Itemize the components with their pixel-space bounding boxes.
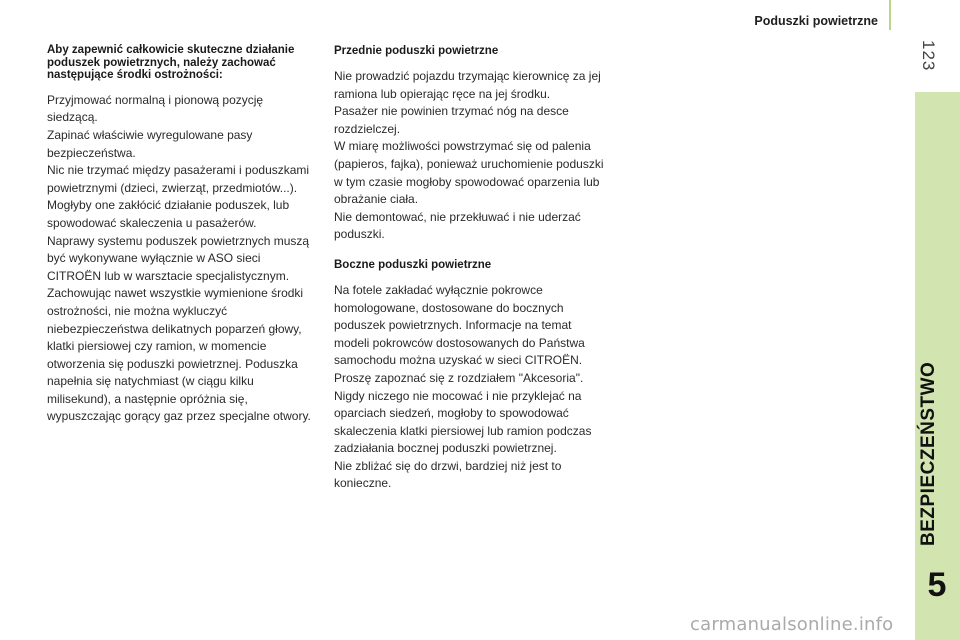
precautions-body: Przyjmować normalną i pionową pozycję siedzącą. Zapinać właściwie wyregulowane pasy bezpieczeństwa. Nic nie trzymać między pasażerami i poduszkami powietrznymi (dzieci, zwierząt, przedmiotów...). Mogłyby one zakłócić działanie poduszek, lub spowodować skaleczenia u pasażerów. Naprawy systemu poduszek powietrznych muszą być wykonywane wyłącznie w ASO sieci CITROËN lub w warsztacie specjalistycznym. Zachowując nawet wszystkie wymienione środki ostrożności, nie można wykluczyć niebezpieczeństwa delikatnych poparzeń głowy, klatki piersiowej czy ramion, w momencie otworzenia się poduszki powietrznej. Poduszka napełnia się natychmiast (w ciągu kilku milisekund), a następnie opróżnia się, wypuszczając gorący gaz przez specjalne otwory. [47, 92, 311, 424]
side-airbags-body: Na fotele zakładać wyłącznie pokrowce homologowane, dostosowane do bocznych poduszek powietrznych. Informacje na temat modeli pokrowców dostosowanych do Państwa samochodu można uzyskać w sieci CITROËN. Proszę zapoznać się z rozdziałem "Akcesoria". Nigdy niczego nie mocować i nie przyklejać na oparciach siedzeń, mogłoby to spowodować skaleczenia klatki piersiowej lub ramion podczas zadziałania bocznej poduszki powietrznej. Nie zbliżać się do drzwi, bardziej niż jest to konieczne. [334, 282, 592, 491]
page-header-title: Poduszki powietrzne [754, 14, 878, 28]
watermark: carmanualsonline.info [690, 614, 894, 635]
precautions-lead: Aby zapewnić całkowicie skuteczne działanie poduszek powietrznych, należy zachować następujące środki ostrożności: [47, 44, 295, 82]
right-column [334, 44, 606, 493]
chapter-title: BEZPIECZEŃSTWO [918, 361, 939, 546]
page-number-text: 123 [919, 40, 938, 72]
front-airbags-body: Nie prowadzić pojazdu trzymając kierownicę za jej ramiona lub opierając ręce na jej środku. Pasażer nie powinien trzymać nóg na desce rozdzielczej. W miarę możliwości powstrzymać się od palenia (papieros, fajka), ponieważ uruchomienie poduszki w tym czasie mogłoby spowodować oparzenia lub obrażanie ciała. Nie demontować, nie przekłuwać i nie uderzać poduszki. [334, 69, 604, 242]
header-rule [889, 0, 891, 30]
page-number [872, 40, 938, 80]
front-airbags-heading: Przednie poduszki powietrzne [334, 45, 499, 57]
side-airbags-heading: Boczne poduszki powietrzne [334, 258, 492, 271]
left-column [47, 44, 317, 426]
chapter-number: 5 [927, 566, 947, 604]
